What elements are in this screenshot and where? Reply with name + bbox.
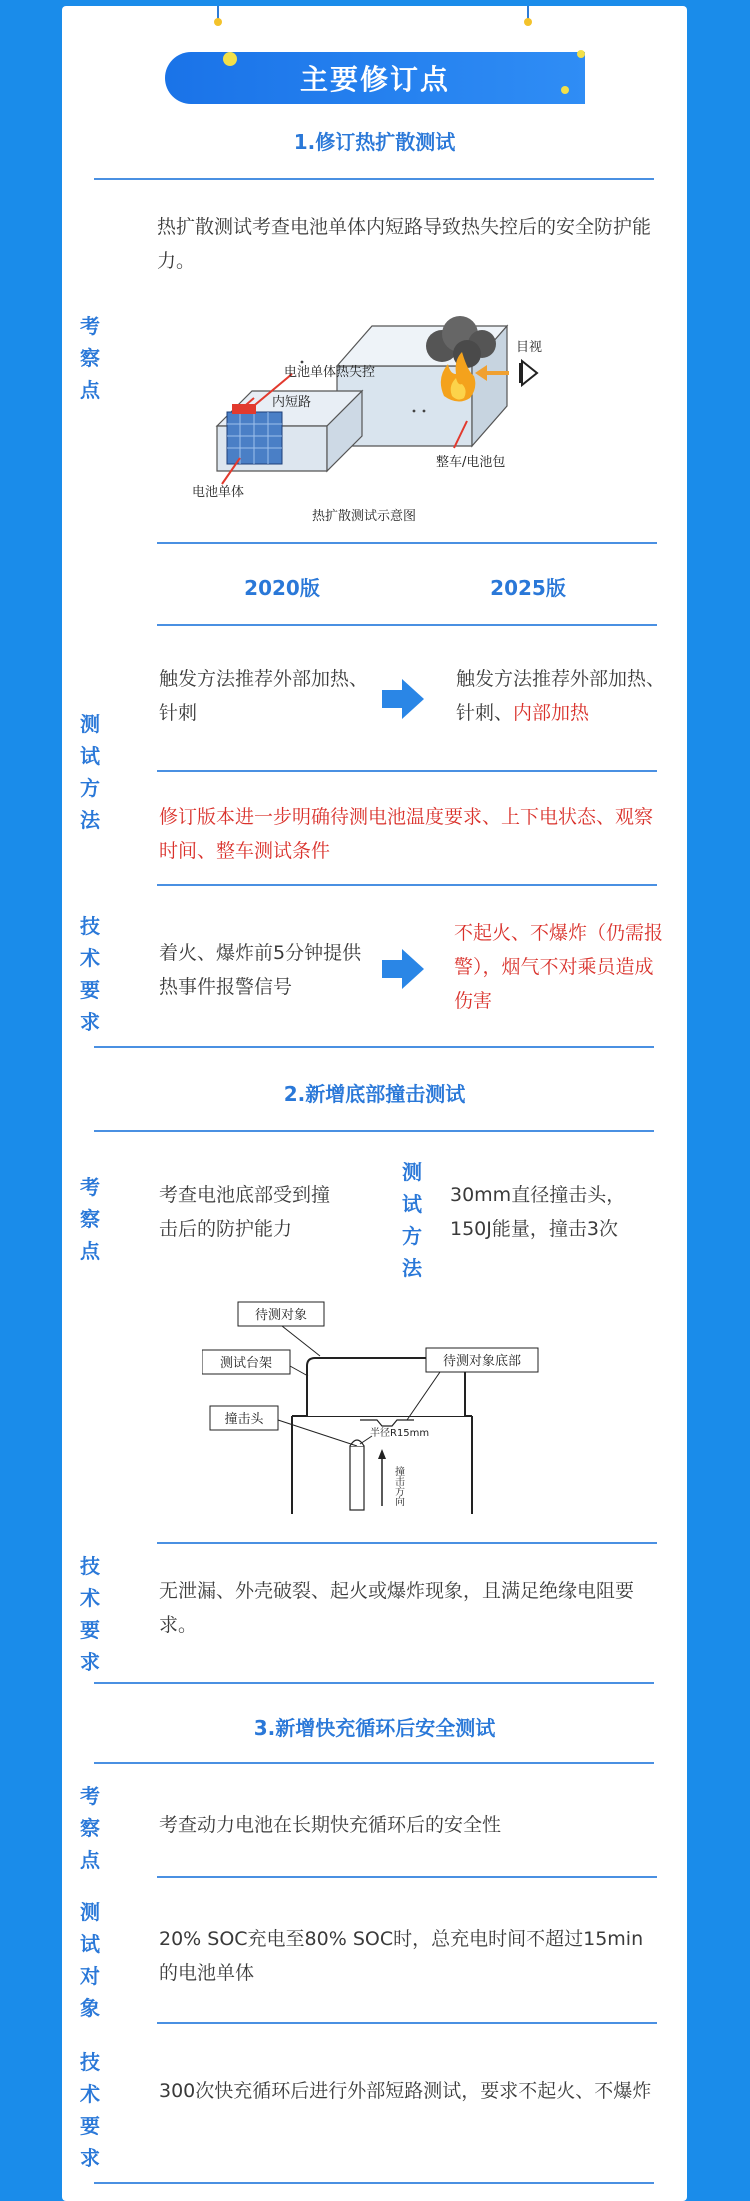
label-impact-head: 撞击头: [224, 1412, 264, 1427]
method-text: 30mm直径撞击头，150J能量，撞击3次: [450, 1184, 626, 1240]
method-2025-highlight: 内部加热: [513, 702, 590, 724]
hanging-pin-icon: [214, 6, 222, 26]
test-object-text: 20% SOC充电至80% SOC时，总充电时间不超过15min的电池单体: [159, 1928, 644, 1984]
label-exam-point: 考察点: [80, 1175, 100, 1263]
divider: [157, 542, 657, 544]
method-2020-text: 触发方法推荐外部加热、针刺: [159, 668, 369, 724]
dot-icon: [577, 50, 585, 58]
req-text: 无泄漏、外壳破裂、起火或爆炸现象，且满足绝缘电阻要求。: [159, 1580, 635, 1636]
divider: [157, 884, 657, 886]
diagram-label-pack: 整车/电池包: [436, 455, 506, 470]
label-stand: 测试台架: [219, 1356, 273, 1371]
method-revision-note: 修订版本进一步明确待测电池温度要求、上下电状态、观察时间、整车测试条件: [159, 806, 654, 862]
method-2025-text: [456, 662, 666, 730]
right-arrow-icon: [380, 946, 426, 992]
exam-point-text: 热扩散测试考查电池单体内短路导致热失控后的安全防护能力。: [157, 216, 652, 272]
divider: [94, 1046, 654, 1048]
dot-icon: [561, 86, 569, 94]
label-radius: 半径R15mm: [370, 1428, 430, 1439]
divider: [157, 2022, 657, 2024]
label-exam-point: 考察点: [80, 1784, 100, 1872]
diagram-caption: 热扩散测试示意图: [312, 509, 417, 524]
label-tech-requirement: 技术要求: [80, 914, 100, 1034]
req-2020-text: 着火、爆炸前5分钟提供热事件报警信号: [159, 942, 362, 998]
divider: [157, 1876, 657, 1878]
version-2020-label: 2020版: [244, 576, 320, 600]
req-2025-text: 不起火、不爆炸（仍需报警），烟气不对乘员造成伤害: [454, 922, 664, 1012]
label-bottom: 待测对象底部: [442, 1354, 522, 1369]
label-impact-direction: 撞击方向: [392, 1466, 404, 1506]
divider: [94, 1130, 654, 1132]
exam-point-text: 考查动力电池在长期快充循环后的安全性: [159, 1814, 502, 1836]
method-2025-prefix: 触发方法推荐外部加热、针刺、: [456, 668, 666, 724]
banner-title-text: 主要修订点: [299, 63, 450, 96]
label-tech-requirement: 技术要求: [80, 2050, 100, 2170]
section2-title: 2.新增底部撞击测试: [283, 1082, 466, 1106]
right-arrow-icon: [380, 676, 426, 722]
label-test-method: 测试方法: [402, 1160, 422, 1280]
divider: [157, 624, 657, 626]
diagram-label-short: 内短路: [272, 395, 312, 410]
divider: [94, 178, 654, 180]
content-card: [62, 6, 687, 2201]
divider: [94, 1762, 654, 1764]
label-exam-point: 考察点: [80, 314, 100, 402]
section1-title: 1.修订热扩散测试: [293, 130, 456, 154]
bottom-impact-diagram: [202, 1296, 542, 1516]
label-tech-requirement: 技术要求: [80, 1554, 100, 1674]
req-text: 300次快充循环后进行外部短路测试，要求不起火、不爆炸: [159, 2080, 652, 2102]
version-2025-label: 2025版: [490, 576, 566, 600]
label-test-object: 测试对象: [80, 1900, 100, 2020]
diagram-label-eye: 目视: [516, 340, 543, 355]
thermal-diffusion-diagram: [192, 316, 572, 526]
exam-point-text: 考查电池底部受到撞击后的防护能力: [159, 1184, 331, 1240]
label-test-method: 测试方法: [80, 712, 100, 832]
label-object: 待测对象: [254, 1308, 308, 1323]
divider: [157, 1542, 657, 1544]
hanging-pin-icon: [524, 6, 532, 26]
diagram-label-cell: 电池单体: [192, 485, 245, 500]
divider: [94, 2182, 654, 2184]
diagram-label-runaway: 电池单体热失控: [284, 365, 376, 380]
section3-title: 3.新增快充循环后安全测试: [253, 1716, 496, 1740]
divider: [94, 1682, 654, 1684]
divider: [157, 770, 657, 772]
banner-title: [165, 52, 585, 104]
dot-icon: [223, 52, 237, 66]
